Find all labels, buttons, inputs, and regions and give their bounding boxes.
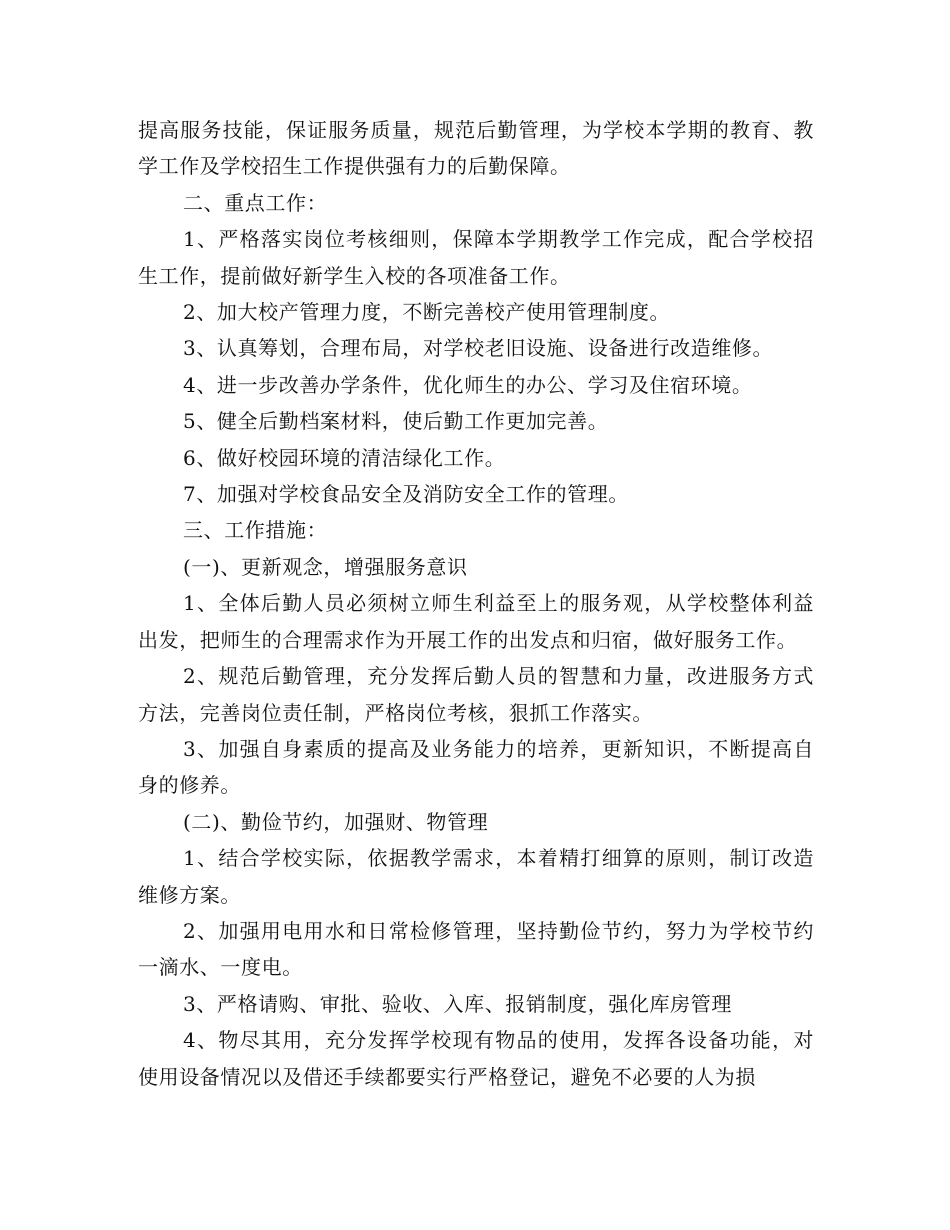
document-body: [138, 112, 814, 1095]
section-heading-measures: 三、工作措施：: [183, 518, 328, 543]
paragraph-key-work-6: 6、做好校园环境的清洁绿化工作。: [183, 445, 506, 470]
paragraph-key-work-2: 2、加大校产管理力度，不断完善校产使用管理制度。: [183, 300, 671, 325]
paragraph-thrift-2: 2、加强用电用水和日常检修管理，坚持勤俭节约，努力为学校节约一滴水、一度电。: [138, 918, 814, 980]
paragraph-thrift-3: 3、严格请购、审批、验收、入库、报销制度，强化库房管理: [183, 991, 732, 1016]
paragraph-key-work-1: 1、严格落实岗位考核细则，保障本学期教学工作完成，配合学校招生工作，提前做好新学生入校的各项准备工作。: [138, 227, 814, 288]
paragraph-key-work-7: 7、加强对学校食品安全及消防安全工作的管理。: [183, 482, 629, 507]
section-heading-key-work: 二、重点工作：: [183, 190, 328, 215]
subsection-heading-service: (一)、更新观念，增强服务意识: [183, 554, 468, 579]
paragraph-service-3: 3、加强自身素质的提高及业务能力的培养，更新知识，不断提高自身的修养。: [138, 736, 814, 798]
paragraph-thrift-4: 4、物尽其用，充分发挥学校现有物品的使用，发挥各设备功能，对使用设备情况以及借还手续都要实行严格登记，避免不必要的人为损: [138, 1028, 814, 1089]
paragraph-service-1: 1、全体后勤人员必须树立师生利益至上的服务观，从学校整体利益出发，把师生的合理需求作为开展工作的出发点和归宿，做好服务工作。: [138, 591, 814, 652]
paragraph-continuation: 提高服务技能，保证服务质量，规范后勤管理，为学校本学期的教育、教学工作及学校招生工作提供强有力的后勤保障。: [138, 118, 814, 179]
paragraph-key-work-5: 5、健全后勤档案材料，使后勤工作更加完善。: [183, 409, 609, 434]
paragraph-thrift-1: 1、结合学校实际，依据教学需求，本着精打细算的原则，制订改造维修方案。: [138, 846, 814, 907]
paragraph-key-work-4: 4、进一步改善办学条件，优化师生的办公、学习及住宿环境。: [183, 372, 753, 397]
paragraph-service-2: 2、规范后勤管理，充分发挥后勤人员的智慧和力量，改进服务方式方法，完善岗位责任制，严格岗位考核，狠抓工作落实。: [138, 664, 814, 725]
paragraph-key-work-3: 3、认真筹划，合理布局，对学校老旧设施、设备进行改造维修。: [183, 336, 774, 361]
subsection-heading-thrift: (二)、勤俭节约，加强财、物管理: [183, 809, 489, 834]
